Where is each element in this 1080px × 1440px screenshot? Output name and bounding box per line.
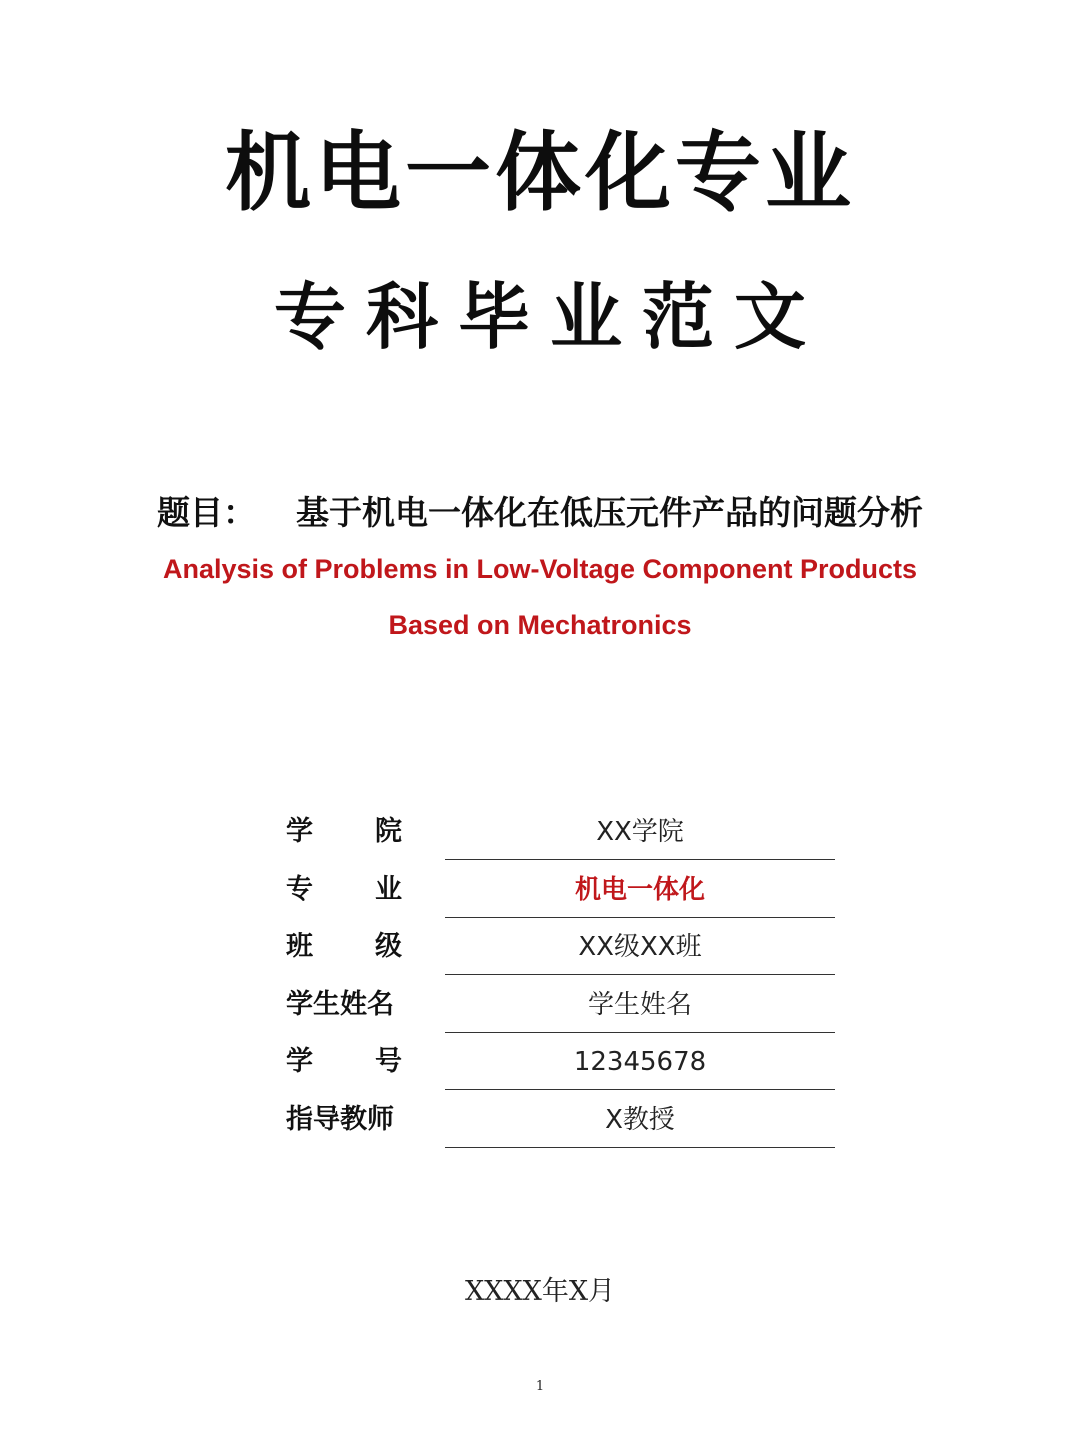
info-row-major xyxy=(286,861,836,919)
sub-title: 专科毕业范文 xyxy=(273,275,826,359)
topic-label: 题目： xyxy=(157,493,256,532)
page-number: 1 xyxy=(535,1379,545,1394)
info-label: 学生姓名 xyxy=(286,988,394,1020)
info-value-class: XX级XX班 xyxy=(578,932,702,962)
info-value-student-id: 12345678 xyxy=(573,1047,707,1077)
main-title: 机电一体化专业 xyxy=(225,122,855,223)
info-row-student-name xyxy=(286,976,836,1034)
info-value-major: 机电一体化 xyxy=(574,874,705,905)
topic-line xyxy=(0,488,1080,538)
english-title-line1: Analysis of Problems in Low-Voltage Component Products xyxy=(162,554,918,584)
info-value-advisor: X教授 xyxy=(605,1104,675,1135)
date: XXXX年X月 xyxy=(464,1276,616,1307)
info-row-advisor xyxy=(286,1091,836,1149)
info-label: 学 院 xyxy=(286,816,402,847)
info-label: 学 号 xyxy=(286,1046,402,1077)
topic-text: 基于机电一体化在低压元件产品的问题分析 xyxy=(296,493,923,532)
english-title-line2: Based on Mechatronics xyxy=(388,610,692,640)
info-label: 指导教师 xyxy=(286,1103,394,1135)
info-value-student-name: 学生姓名 xyxy=(587,989,692,1020)
info-row-college xyxy=(286,803,836,861)
underline xyxy=(445,1147,835,1148)
info-value-college: XX学院 xyxy=(596,817,684,847)
student-info-table xyxy=(286,803,836,1148)
info-row-class xyxy=(286,918,836,976)
info-row-student-id xyxy=(286,1033,836,1091)
info-label: 专 业 xyxy=(286,873,402,905)
info-label: 班 级 xyxy=(286,931,402,962)
